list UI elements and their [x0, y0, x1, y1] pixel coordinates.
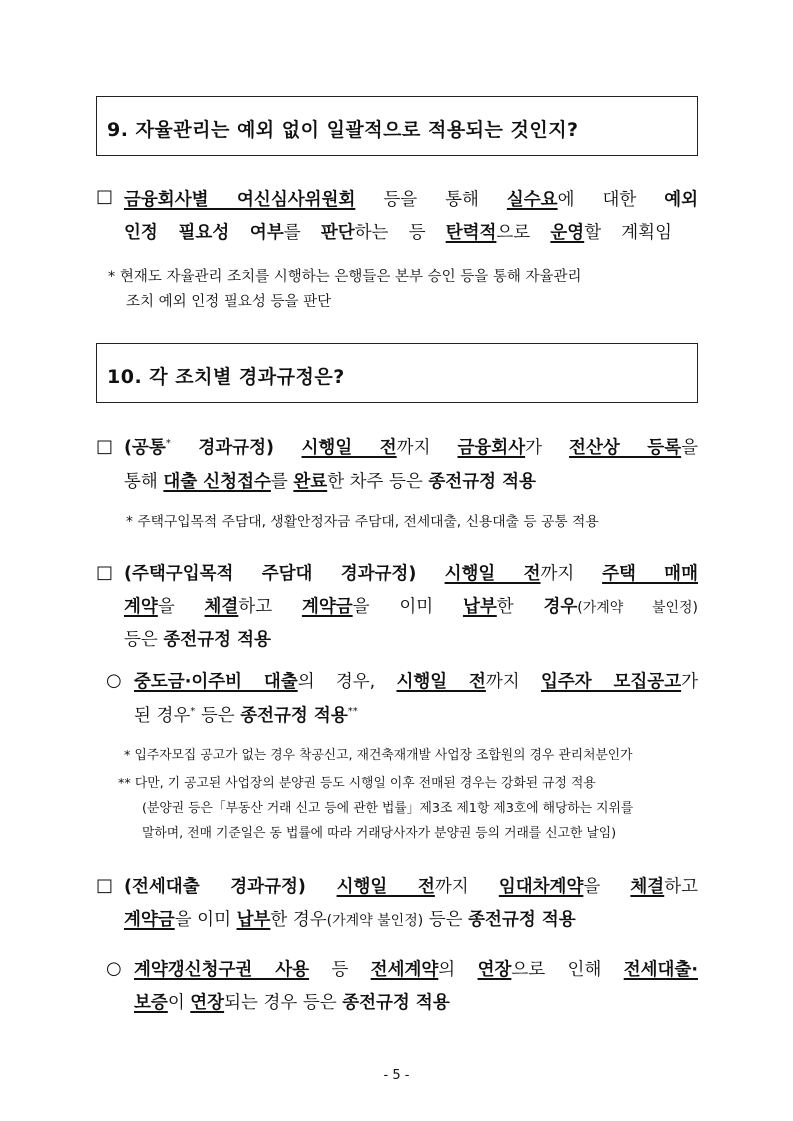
q10-circle1-note4: 말하며, 전매 기준일은 동 법률에 따라 거래당사자가 분양권 등의 거래를 신고한 날임)	[142, 826, 617, 841]
q10-circle1-note2: ** 다만, 기 공고된 사업장의 분양권 등도 시행일 이후 전매된 경우는 강화된 규정 적용	[118, 776, 596, 791]
text-run: 까지	[434, 877, 499, 897]
text-run: *	[165, 438, 171, 450]
text-run: *	[190, 706, 196, 718]
text-run: 의 경우,	[297, 672, 397, 692]
text-run: 전산상 등록	[569, 438, 682, 458]
text-run: 시행일 전	[444, 564, 541, 584]
text-run: 납부	[462, 597, 497, 617]
text-run: 를	[283, 223, 321, 243]
text-run: 금융회사	[457, 438, 526, 458]
text-run: 종전규정 적용	[240, 706, 348, 726]
text-run: 계약갱신청구권 사용	[134, 960, 310, 980]
text-run: (가계약 불인정)	[577, 600, 699, 616]
text-run: 인정 필요성 여부	[124, 223, 284, 243]
text-run: 등은	[423, 910, 469, 930]
q10-bullet2-line2	[124, 593, 698, 618]
text-run: 등은	[124, 630, 164, 650]
q9-note-line1: * 현재도 자율관리 조치를 시행하는 은행들은 본부 승인 등을 통해 자율관리	[108, 269, 582, 285]
text-run: 가	[525, 438, 570, 458]
q10-circle1-note3: (분양권 등은「부동산 거래 신고 등에 관한 법률」제3조 제1항 제3호에 해당하는 지위를	[142, 801, 634, 816]
q10-title-box	[96, 343, 698, 403]
q10-bullet1-note: * 주택구입목적 주담대, 생활안정자금 주담대, 전세대출, 신용대출 등 공통 적용	[126, 514, 599, 530]
text-run: 종전규정 적용	[342, 993, 450, 1013]
text-run: 까지	[396, 438, 458, 458]
q9-note-line2: 조치 예외 인정 필요성 등을 판단	[126, 294, 332, 310]
text-run: 종전규정 적용	[163, 630, 271, 650]
q9-title: 9. 자율관리는 예외 없이 일괄적으로 적용되는 것인지?	[107, 119, 579, 141]
text-run: 으로	[496, 223, 551, 243]
text-run: 계약금	[124, 910, 175, 930]
text-run: 으로 인해	[511, 960, 624, 980]
q10-circle1-line2	[134, 702, 358, 727]
text-run: 경우	[543, 597, 578, 617]
q10-bullet1-line2	[124, 468, 536, 493]
text-run: 연장	[190, 993, 225, 1013]
text-run: 가	[681, 672, 699, 692]
q10-bullet3-line2	[124, 906, 576, 931]
text-run: 한	[496, 597, 544, 617]
text-run: 판단	[320, 223, 355, 243]
text-run: 체결	[630, 877, 665, 897]
text-run: 하는 등	[354, 223, 446, 243]
text-run: 예외	[664, 190, 699, 210]
text-run: 을 이미	[352, 597, 463, 617]
text-run: 계약금	[301, 597, 353, 617]
text-run: 연장	[477, 960, 512, 980]
square-bullet-icon: □	[96, 562, 114, 583]
page-number: - 5 -	[383, 1068, 410, 1083]
text-run: 주택 매매	[602, 564, 698, 584]
q10-bullet2-line1	[124, 560, 698, 585]
text-run: (주택구입목적 주담대 경과규정)	[124, 564, 445, 584]
text-run: (가계약 불인정)	[326, 913, 424, 929]
text-run: 중도금·이주비 대출	[134, 672, 298, 692]
text-run: 시행일 전	[336, 877, 435, 897]
text-run: 대출 신청접수	[163, 472, 271, 492]
text-run: 한 차주 등은	[327, 472, 429, 492]
text-run: 실수요	[506, 190, 558, 210]
circle-bullet-icon: ○	[106, 958, 122, 979]
text-run: 을	[583, 877, 631, 897]
text-run: 를	[270, 472, 294, 492]
q10-bullet1-line1	[124, 434, 698, 459]
text-run: 금융회사별 여신심사위원회	[124, 190, 356, 210]
square-bullet-icon: □	[96, 436, 114, 457]
text-run: 완료	[293, 472, 328, 492]
text-run: (공통	[124, 438, 166, 458]
q10-circle2-line2	[134, 989, 450, 1014]
q10-bullet3-line1	[124, 873, 698, 898]
text-run: 이	[167, 993, 191, 1013]
text-run: 보증	[134, 993, 168, 1013]
q10-circle2-line1	[134, 956, 698, 981]
text-run: 에 대한	[557, 190, 665, 210]
text-run: (전세대출 경과규정)	[124, 877, 337, 897]
text-run: 의	[438, 960, 478, 980]
text-run: 할 계획임	[584, 223, 672, 243]
text-run: 등은	[195, 706, 241, 726]
text-run: 까지	[540, 564, 603, 584]
text-run: 종전규정 적용	[468, 910, 576, 930]
text-run: 입주자 모집공고	[540, 672, 682, 692]
text-run: 통해	[124, 472, 164, 492]
q10-title: 10. 각 조치별 경과규정은?	[107, 366, 345, 388]
text-run: **	[347, 706, 358, 718]
text-run: 된 경우	[134, 706, 191, 726]
text-run: 경과규정)	[170, 438, 302, 458]
text-run: 한 경우	[270, 910, 327, 930]
circle-bullet-icon: ○	[106, 670, 122, 691]
q10-circle1-line1	[134, 668, 698, 693]
text-run: 탄력적	[445, 223, 497, 243]
q10-circle1-note1: * 입주자모집 공고가 없는 경우 착공신고, 재건축재개발 사업장 조합원의 경우 관리처분인가	[124, 748, 633, 763]
text-run: 전세계약	[370, 960, 439, 980]
text-run: 시행일 전	[301, 438, 397, 458]
text-run: 운영	[550, 223, 585, 243]
text-run: 을	[681, 438, 699, 458]
text-run: 계약	[124, 597, 158, 617]
q9-bullet-line1	[124, 186, 698, 211]
q10-bullet2-line3	[124, 626, 271, 651]
text-run: 하고	[664, 877, 699, 897]
text-run: 하고	[238, 597, 302, 617]
text-run: 종전규정 적용	[428, 472, 536, 492]
q9-title-box	[96, 96, 698, 156]
text-run: 등	[309, 960, 371, 980]
square-bullet-icon: □	[96, 875, 114, 896]
square-bullet-icon: □	[96, 186, 114, 207]
text-run: 체결	[204, 597, 239, 617]
text-run: 되는 경우 등은	[224, 993, 343, 1013]
text-run: 납부	[236, 910, 271, 930]
text-run: 전세대출·	[623, 960, 698, 980]
q9-bullet-line2	[124, 219, 672, 244]
text-run: 까지	[485, 672, 541, 692]
text-run: 임대차계약	[498, 877, 584, 897]
text-run: 등을 통해	[355, 190, 507, 210]
text-run: 시행일 전	[396, 672, 486, 692]
text-run: 을 이미	[174, 910, 237, 930]
text-run: 을	[157, 597, 205, 617]
